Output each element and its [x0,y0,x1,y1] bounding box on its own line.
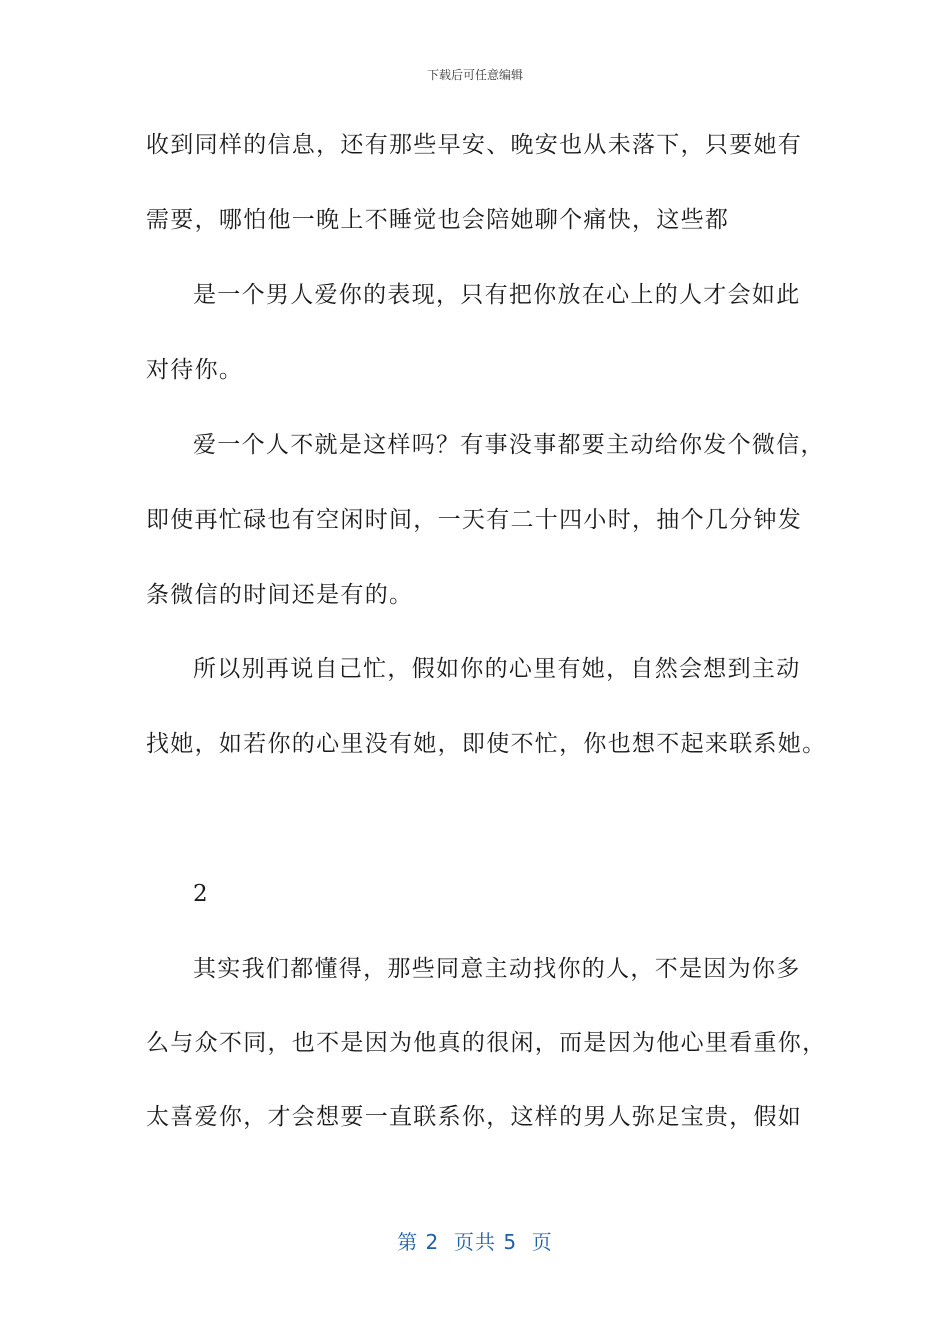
text-line: 找她，如若你的心里没有她，即使不忙，你也想不起来联系她。 [146,731,827,757]
text-line: 所以别再说自己忙，假如你的心里有她，自然会想到主动 [193,656,801,682]
text-line: 爱一个人不就是这样吗？有事没事都要主动给你发个微信， [193,432,825,458]
text-line: 其实我们都懂得，那些同意主动找你的人，不是因为你多 [193,956,801,982]
text-line: 条微信的时间还是有的。 [146,582,414,608]
page-header: 下载后可任意编辑 [426,68,523,82]
text-line: 么与众不同，也不是因为他真的很闲，而是因为他心里看重你， [146,1030,827,1056]
text-line: 是一个男人爱你的表现，只有把你放在心上的人才会如此 [193,282,801,308]
page-footer: 第 2 页共 5 页 [397,1230,553,1254]
text-line: 收到同样的信息，还有那些早安、晚安也从未落下，只要她有 [146,132,803,158]
section-number: 2 [193,881,209,907]
text-line: 对待你。 [146,357,244,383]
text-line: 太喜爱你，才会想要一直联系你，这样的男人弥足宝贵，假如 [146,1104,803,1130]
text-line: 即使再忙碌也有空闲时间，一天有二十四小时，抽个几分钟发 [146,507,803,533]
text-line: 需要，哪怕他一晚上不睡觉也会陪她聊个痛快，这些都 [146,207,730,233]
